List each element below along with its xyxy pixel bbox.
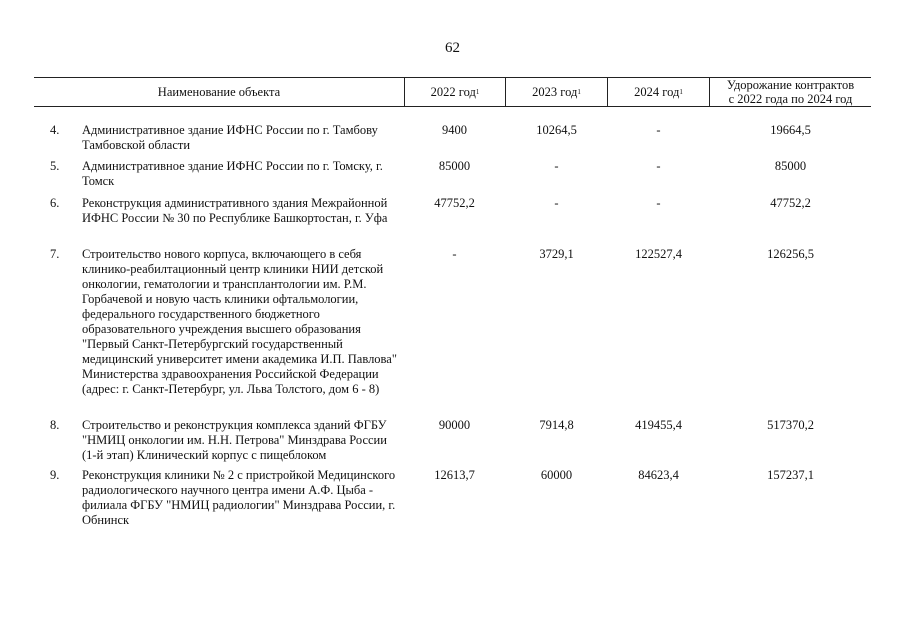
value-increase: 126256,5 (767, 247, 814, 261)
value-2024: - (656, 196, 661, 210)
value-2024: - (656, 159, 661, 173)
value-2024: 419455,4 (635, 418, 682, 432)
value-2023: - (554, 196, 559, 210)
value-2024: 84623,4 (638, 468, 679, 482)
value-increase: 19664,5 (770, 123, 811, 137)
value-increase: 517370,2 (767, 418, 814, 432)
value-2024: - (656, 123, 661, 137)
object-name: Строительство и реконструкция комплекса зданий ФГБУ "НМИЦ онкологии им. Н.Н. Петрова" Минздрава России (1-й этап) Клинический корпус с пищеблоком (82, 418, 387, 462)
object-name: Административное здание ИФНС России по г. Тамбову Тамбовской области (82, 123, 378, 152)
row-number: 9. (50, 468, 60, 482)
object-name: Реконструкция клиники № 2 с пристройкой Медицинского радиологического научного центра имени А.Ф. Цыба - филиала ФГБУ "НМИЦ радиологии" Минздрава России, г. Обнинск (82, 468, 396, 527)
header-bottom-border (34, 106, 871, 107)
object-name: Строительство нового корпуса, включающего в себя клинико-реабилтационный центр клиники НИИ детской онкологии, гематологии и трансплантологии им. Р.М. Горбачевой и новую часть клиники офтальмологии, федерального государственного бюджетного образовательного учреждения высшего образования "Первый Санкт-Петербургский государственный медицинский университет имени академика И.П. Павлова" Министерства здравоохранения Российской Федерации (адрес: г. Санкт-Петербург, ул. Льва Толстого, дом 6 - 8) (82, 247, 397, 396)
value-increase: 157237,1 (767, 468, 814, 482)
value-2022: 47752,2 (434, 196, 475, 210)
value-2022: - (452, 247, 457, 261)
value-2022: 90000 (438, 418, 471, 432)
value-2023: 3729,1 (539, 247, 574, 261)
object-name: Реконструкция административного здания Межрайонной ИФНС России № 30 по Республике Башкортостан, г. Уфа (82, 196, 388, 225)
header-contract-increase: Удорожание контрактов с 2022 года по 2024 год (726, 77, 855, 106)
value-2024: 122527,4 (635, 247, 682, 261)
value-2022: 12613,7 (434, 468, 475, 482)
header-year-2022: 2022 год 1 (430, 84, 480, 99)
page-number: 62 (445, 40, 460, 56)
value-2022: 85000 (438, 159, 471, 173)
row-number: 7. (50, 247, 60, 261)
value-2022: 9400 (442, 123, 467, 137)
row-number: 4. (50, 123, 60, 137)
row-number: 6. (50, 196, 60, 210)
header-year-2023: 2023 год 1 (532, 84, 581, 99)
value-increase: 47752,2 (770, 196, 811, 210)
value-2023: 7914,8 (539, 418, 574, 432)
header-object-name: Наименование объекта (157, 84, 281, 99)
object-name: Административное здание ИФНС России по г. Томску, г. Томск (82, 159, 383, 188)
value-2023: 60000 (540, 468, 573, 482)
value-2023: 10264,5 (536, 123, 577, 137)
row-number: 5. (50, 159, 60, 173)
row-number: 8. (50, 418, 60, 432)
value-2023: - (554, 159, 559, 173)
header-year-2024: 2024 год 1 (634, 84, 683, 99)
value-increase: 85000 (774, 159, 807, 173)
